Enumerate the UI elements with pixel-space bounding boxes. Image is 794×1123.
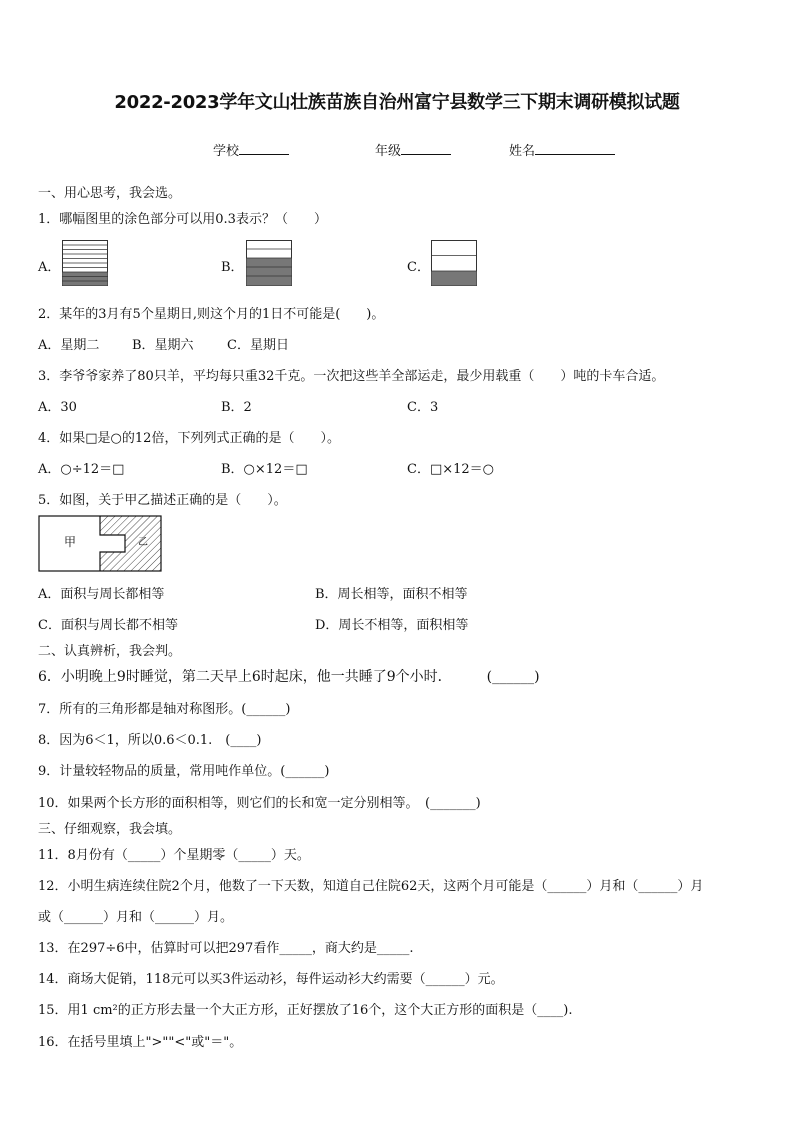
question-8: 8．因为6＜1，所以0.6＜0.1. (____) — [38, 733, 262, 748]
question-7: 7．所有的三角形都是轴对称图形。(______) — [38, 702, 291, 717]
q3-option-b: B．2 — [221, 400, 252, 415]
q4-option-b: B．○×12＝□ — [221, 462, 308, 477]
question-1: 1．哪幅图里的涂色部分可以用0.3表示？（ ） — [38, 212, 327, 227]
q1-figure-a — [62, 240, 108, 286]
grade-blank[interactable] — [401, 142, 451, 155]
school-field[interactable] — [213, 140, 289, 159]
q5-label-jia: 甲 — [64, 535, 77, 549]
q2-option-a: A．星期二 — [38, 338, 100, 353]
question-4: 4．如果□是○的12倍，下列列式正确的是（ ）。 — [38, 431, 340, 446]
question-12: 12．小明生病连续住院2个月，他数了一下天数，知道自己住院62天，这两个月可能是（______）月和（______）月 — [38, 879, 704, 894]
q5-label-yi: 乙 — [138, 537, 148, 548]
question-13: 13．在297÷6中，估算时可以把297看作_____，商大约是_____. — [38, 941, 414, 956]
q5-option-a: A．面积与周长都相等 — [38, 587, 165, 602]
q5-option-b: B．周长相等，面积不相等 — [315, 587, 468, 602]
name-field[interactable] — [509, 140, 615, 159]
q1-figure-b — [246, 240, 292, 286]
q1-option-c: C． — [407, 260, 430, 275]
grade-field[interactable] — [375, 140, 451, 159]
question-9: 9．计量较轻物品的质量，常用吨作单位。(______) — [38, 764, 330, 779]
question-3: 3．李爷爷家养了80只羊，平均每只重32千克。一次把这些羊全部运走，最少用载重（ ）吨的卡车合适。 — [38, 369, 665, 384]
q2-option-c: C．星期日 — [227, 338, 289, 353]
section-3-heading: 三、仔细观察，我会填。 — [38, 822, 182, 837]
page-title: 2022-2023学年文山壮族苗族自治州富宁县数学三下期末调研模拟试题 — [114, 92, 680, 113]
school-blank[interactable] — [239, 142, 289, 155]
name-blank[interactable] — [535, 142, 615, 155]
question-16: 16．在括号里填上">""<"或"＝"。 — [38, 1035, 243, 1050]
section-2-heading: 二、认真辨析，我会判。 — [38, 644, 182, 659]
school-label: 学校 — [213, 144, 240, 159]
question-12-cont: 或（______）月和（______）月。 — [38, 910, 234, 925]
grade-label: 年级 — [375, 144, 402, 159]
question-14: 14．商场大促销，118元可以买3件运动衫，每件运动衫大约需要（______）元。 — [38, 972, 504, 987]
q3-option-a: A．30 — [38, 400, 77, 415]
q2-option-b: B．星期六 — [132, 338, 194, 353]
q3-option-c: C．3 — [407, 400, 439, 415]
q4-option-c: C．□×12＝○ — [407, 462, 495, 477]
q1-option-b: B． — [221, 260, 244, 275]
question-11: 11．8月份有（_____）个星期零（_____）天。 — [38, 848, 310, 863]
q1-option-a: A． — [38, 260, 61, 275]
q4-option-a: A．○÷12＝□ — [38, 462, 125, 477]
q5-figure — [38, 515, 164, 573]
q5-option-d: D．周长不相等，面积相等 — [315, 618, 469, 633]
question-10: 10．如果两个长方形的面积相等，则它们的长和宽一定分别相等。 (_______) — [38, 796, 481, 811]
section-1-heading: 一、用心思考，我会选。 — [38, 186, 182, 201]
question-6: 6．小明晚上9时睡觉，第二天早上6时起床，他一共睡了9个小时． (______) — [38, 669, 540, 685]
q5-option-c: C．面积与周长都不相等 — [38, 618, 178, 633]
question-2: 2．某年的3月有5个星期日,则这个月的1日不可能是( )。 — [38, 307, 385, 322]
name-label: 姓名 — [509, 144, 536, 159]
q1-figure-c — [431, 240, 477, 286]
question-15: 15．用1 cm²的正方形去量一个大正方形，正好摆放了16个，这个大正方形的面积是（____). — [38, 1003, 573, 1018]
question-5: 5．如图，关于甲乙描述正确的是（ ）。 — [38, 493, 287, 508]
